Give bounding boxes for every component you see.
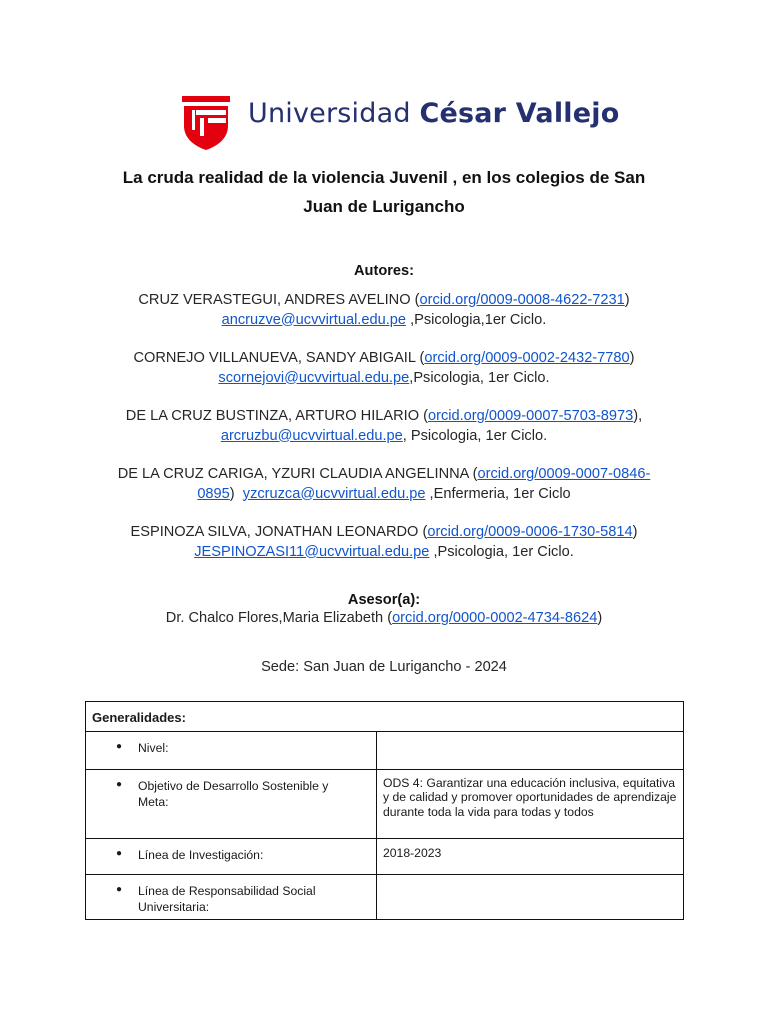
paren-close: ) [229, 485, 243, 502]
bullet: ● [116, 741, 123, 752]
email-link[interactable]: yzcruzca@ucvvirtual.edu.pe [242, 485, 426, 502]
author-name: ESPINOZA SILVA, JONATHAN LEONARDO ( [130, 524, 428, 540]
orcid-link[interactable]: orcid.org/0009-0006-1730-5814 [427, 524, 633, 540]
author-entry [60, 523, 708, 562]
ucv-shield-logo-icon [182, 96, 232, 150]
author-entry [60, 465, 708, 504]
row-value-cell [377, 770, 684, 839]
advisor-label: Asesor(a): [347, 592, 421, 608]
email-link[interactable]: scornejovi@ucvvirtual.edu.pe [218, 369, 410, 386]
author-entry [60, 291, 708, 330]
row-label-cell [86, 732, 377, 770]
author-entry [60, 407, 708, 446]
advisor-orcid-link[interactable]: orcid.org/0000-0002-4734-8624 [392, 610, 598, 626]
university-name [248, 98, 619, 129]
author-name: DE LA CRUZ CARIGA, YZURI CLAUDIA ANGELINNA ( [117, 466, 478, 482]
email-link[interactable]: JESPINOZASI11@ucvvirtual.edu.pe [194, 543, 430, 560]
bullet: ● [116, 779, 123, 790]
sede-line: Sede: San Juan de Lurigancho - 2024 [261, 659, 507, 675]
row-label: Línea de Investigación: [138, 848, 264, 862]
author-program: ,Psicologia, 1er Ciclo. [409, 369, 550, 386]
paren-close: ) [632, 524, 638, 540]
row-value [377, 875, 683, 881]
row-value-cell [377, 875, 684, 920]
author-program: ,Enfermeria, 1er Ciclo [425, 485, 571, 502]
orcid-link[interactable]: orcid.org/0009-0007-0846- [477, 466, 651, 482]
document-title [80, 163, 688, 221]
row-value-cell [377, 839, 684, 875]
row-label-cell [86, 875, 377, 920]
orcid-link[interactable]: orcid.org/0009-0002-2432-7780 [424, 350, 630, 366]
university-logo [182, 96, 620, 150]
table-row [86, 732, 684, 770]
orcid-link[interactable]: orcid.org/0009-0007-5703-8973 [428, 408, 634, 424]
paren-close: ) [624, 292, 630, 308]
author-name: DE LA CRUZ BUSTINZA, ARTURO HILARIO ( [125, 408, 428, 424]
table-header-row [86, 702, 684, 732]
table-row [86, 770, 684, 839]
author-entry [60, 349, 708, 388]
email-link[interactable]: ancruzve@ucvvirtual.edu.pe [221, 311, 407, 328]
university-name-bold: César Vallejo [419, 98, 620, 129]
row-value: ODS 4: Garantizar una educación inclusiva, equitativa y de calidad y promover oportunidades de aprendizaje durante toda la vida para todas y todos [383, 776, 677, 819]
title-line-1: La cruda realidad de la violencia Juvenil , en los colegios de San [122, 168, 646, 187]
title-line-2: Juan de Lurigancho [303, 197, 465, 216]
advisor-block [60, 590, 708, 628]
row-label: Línea de Responsabilidad Social Universitaria: [138, 884, 316, 914]
bullet: ● [116, 884, 123, 895]
row-value-cell [377, 732, 684, 770]
paren-close: ) [629, 350, 635, 366]
author-name: CORNEJO VILLANUEVA, SANDY ABIGAIL ( [133, 350, 425, 366]
paren-close: ), [633, 408, 643, 424]
advisor-name: Dr. Chalco Flores,Maria Elizabeth ( [165, 610, 393, 626]
row-label: Objetivo de Desarrollo Sostenible y Meta: [138, 779, 329, 809]
row-value [377, 732, 683, 738]
bullet: ● [116, 848, 123, 859]
row-value: 2018-2023 [383, 846, 442, 860]
author-name: CRUZ VERASTEGUI, ANDRES AVELINO ( [138, 292, 420, 308]
orcid-link-continued[interactable]: 0895 [197, 485, 230, 502]
author-program: ,Psicologia,1er Ciclo. [406, 311, 547, 328]
author-program: ,Psicologia, 1er Ciclo. [429, 543, 574, 560]
row-label-cell [86, 770, 377, 839]
paren-close: ) [597, 610, 603, 626]
orcid-link[interactable]: orcid.org/0009-0008-4622-7231 [419, 292, 625, 308]
table-row [86, 875, 684, 920]
row-label-cell [86, 839, 377, 875]
authors-label: Autores: [354, 263, 414, 279]
author-program: , Psicologia, 1er Ciclo. [402, 427, 548, 444]
table-row [86, 839, 684, 875]
row-label: Nivel: [138, 741, 169, 755]
email-link[interactable]: arcruzbu@ucvvirtual.edu.pe [220, 427, 403, 444]
generalidades-table [85, 701, 684, 920]
university-name-regular: Universidad [248, 98, 411, 129]
table-header: Generalidades: [86, 702, 684, 732]
